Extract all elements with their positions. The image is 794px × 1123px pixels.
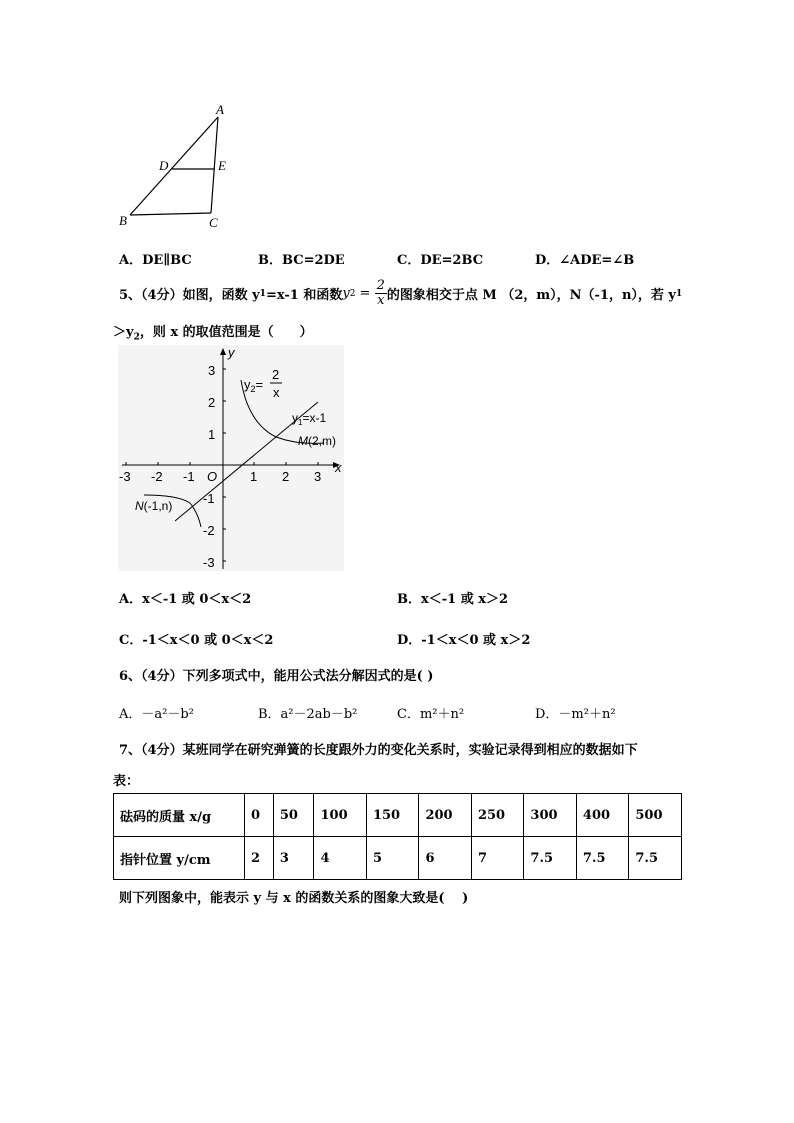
x-tick-label: -3 (119, 469, 131, 484)
label-E: E (218, 158, 226, 173)
q5-y2-sub: 2 (349, 288, 356, 299)
table-cell: 6 (419, 837, 471, 880)
x-tick-label: 1 (250, 469, 258, 484)
y-tick-label: -2 (203, 523, 215, 538)
q5-line2-start: ＞y (113, 325, 134, 340)
table-row (114, 837, 682, 880)
table-cell: 300 (524, 794, 576, 837)
point-n-label: N(-1,n) (135, 499, 173, 513)
graph-background (118, 345, 344, 571)
table-cell: 砝码的质量 x/g (114, 794, 245, 837)
q5-option-c: C．-1＜x＜0 或 0＜x＜2 (119, 633, 274, 648)
q5-line2-sub: 2 (133, 332, 140, 343)
q5-fraction (375, 279, 387, 308)
y-tick-label: -1 (203, 491, 215, 506)
q5-text-prefix: 5、（4分）如图，函数 y (119, 288, 260, 303)
q5-function-graph (118, 345, 346, 573)
segment-AB (130, 117, 218, 215)
q7-stem-line1: 7、（4分）某班同学在研究弹簧的长度跟外力的变化关系时，实验记录得到相应的数据如下 (119, 743, 638, 758)
table-cell: 50 (273, 794, 314, 837)
label-B: B (119, 213, 127, 228)
y-tick-label: -3 (203, 555, 215, 570)
q6-option-c: C．m²＋n² (397, 707, 465, 722)
table-cell: 3 (273, 837, 314, 880)
q4-option-d: D．∠ADE=∠B (535, 253, 635, 268)
q5-text-suffix: 的图象相交于点 M （2，m），N（-1，n），若 y (386, 288, 676, 303)
q7-data-table (113, 793, 682, 880)
segment-BC (130, 213, 211, 215)
label-C: C (209, 215, 218, 230)
q5-frac-num: 2 (376, 278, 385, 293)
q5-sub-1: 1 (259, 288, 266, 299)
q5-sub-end: 1 (675, 288, 683, 299)
table-cell: 7 (471, 837, 523, 880)
q5-option-d: D．-1＜x＜0 或 x＞2 (397, 633, 531, 648)
hyperbola-label-num: 2 (272, 367, 280, 382)
table-cell: 250 (471, 794, 523, 837)
hyperbola-label: $y_2=$ (244, 377, 264, 394)
q4-option-c: C．DE=2BC (397, 253, 484, 268)
y-tick-label: 3 (208, 363, 216, 378)
table-cell: 7.5 (576, 837, 628, 880)
q6-option-a: A．－a²－b² (119, 707, 194, 722)
q5-option-b: B．x＜-1 或 x＞2 (397, 592, 509, 607)
q6-option-d: D．－m²＋n² (535, 707, 616, 722)
q4-option-b: B．BC=2DE (258, 253, 345, 268)
y-tick-label: 1 (208, 427, 216, 442)
origin-label: O (207, 469, 218, 484)
x-tick-label: -1 (183, 469, 195, 484)
table-cell: 4 (314, 837, 366, 880)
q5-y2-label: y (342, 286, 350, 301)
x-axis-label: x (335, 460, 342, 475)
q7-after-table: 则下列图象中，能表示 y 与 x 的函数关系的图象大致是( ) (119, 891, 469, 906)
table-cell: 7.5 (629, 837, 682, 880)
table-cell: 5 (366, 837, 418, 880)
table-cell: 2 (245, 837, 274, 880)
q5-option-a: A．x＜-1 或 0＜x＜2 (119, 592, 252, 607)
line-label: $y_1=x-1$ (292, 411, 327, 427)
q5-frac-den: x (377, 293, 385, 308)
q5-line2-rest: ，则 x 的取值范围是（ ） (139, 325, 313, 340)
x-tick-label: 3 (314, 469, 322, 484)
q5-equals: = (355, 286, 375, 301)
table-cell: 指针位置 y/cm (114, 837, 245, 880)
q7-stem-line2: 表： (113, 774, 140, 789)
q4-option-a: A．DE∥BC (119, 253, 192, 268)
y-axis-label: y (228, 345, 235, 360)
q6-option-b: B．a²－2ab－b² (258, 707, 358, 722)
q6-stem: 6、（4分）下列多项式中，能用公式法分解因式的是( ) (119, 669, 434, 684)
table-cell: 100 (314, 794, 366, 837)
segment-AC (211, 117, 218, 213)
table-cell: 500 (629, 794, 682, 837)
label-D: D (159, 158, 169, 173)
table-cell: 7.5 (524, 837, 576, 880)
x-tick-label: -2 (151, 469, 163, 484)
x-tick-label: 2 (282, 469, 290, 484)
point-m-label: M(2,m) (298, 434, 336, 448)
table-cell: 0 (245, 794, 274, 837)
hyperbola-label-den: x (273, 385, 280, 400)
q5-stem-line2 (113, 321, 313, 343)
table-cell: 400 (576, 794, 628, 837)
table-cell: 150 (366, 794, 418, 837)
table-row (114, 794, 682, 837)
q5-text-mid: =x-1 和函数 (265, 288, 343, 303)
table-cell: 200 (419, 794, 471, 837)
label-A: A (216, 102, 224, 117)
y-tick-label: 2 (208, 395, 216, 410)
q5-stem-line1 (119, 279, 682, 308)
